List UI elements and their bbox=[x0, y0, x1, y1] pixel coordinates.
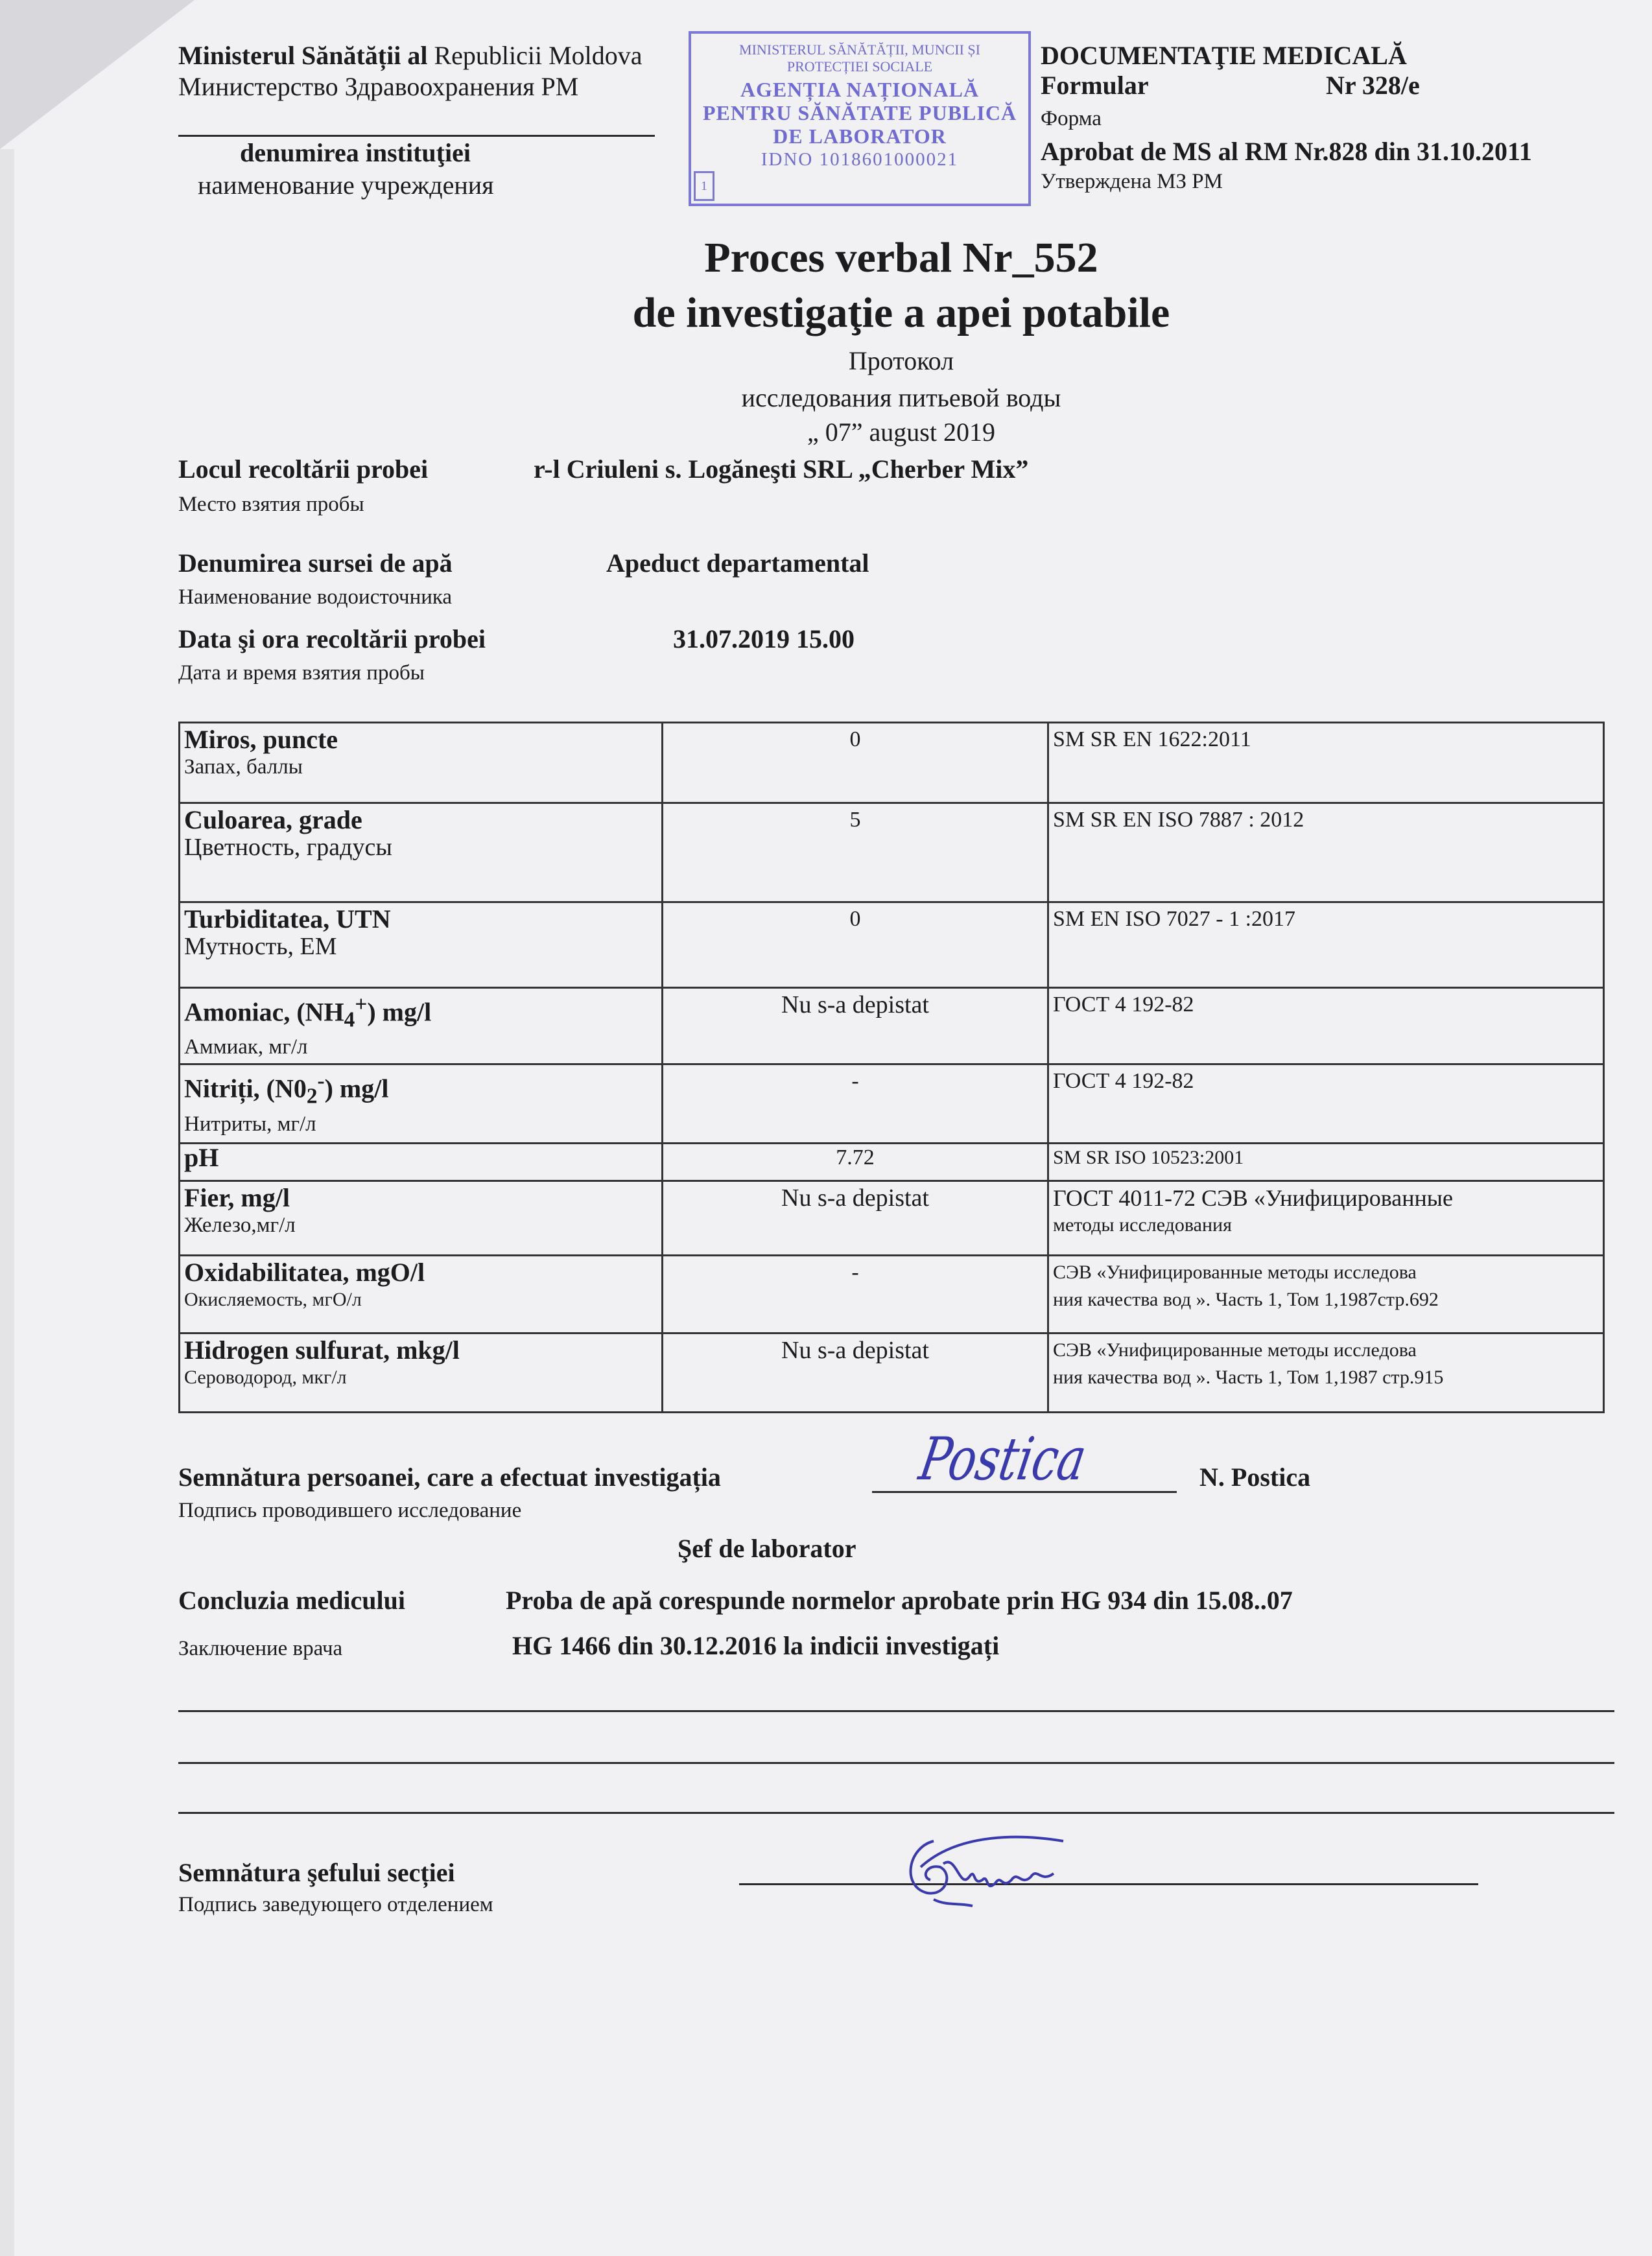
parameter-name: Oxidabilitatea, mgO/l bbox=[184, 1258, 425, 1287]
approved-ro: Aprobat de MS al RM Nr.828 din 31.10.2011 bbox=[1041, 137, 1532, 166]
field-value: Apeduct departamental bbox=[606, 548, 869, 578]
ministry-ro-bold: Ministerul Sănătății al bbox=[178, 41, 428, 70]
result-value: Nu s-a depistat bbox=[781, 1337, 929, 1365]
stamp-line: IDNO 1018601000021 bbox=[761, 149, 959, 170]
field-value: 31.07.2019 15.00 bbox=[673, 624, 855, 653]
stamp-line: PENTRU SĂNĂTATE PUBLICĂ bbox=[702, 101, 1017, 124]
title-ru-1: Протокол bbox=[848, 346, 954, 375]
parameter-name-part: ) mg/l bbox=[324, 1074, 389, 1103]
table-row bbox=[180, 1181, 1604, 1256]
method-cont: методы исследования bbox=[1053, 1214, 1232, 1236]
results-table bbox=[178, 722, 1605, 1413]
ministry-ro bbox=[178, 40, 643, 71]
method: SM EN ISO 7027 - 1 :2017 bbox=[1053, 907, 1296, 931]
parameter-name: Miros, puncte bbox=[184, 725, 338, 754]
section-head-label: Semnătura şefului secției bbox=[178, 1858, 455, 1887]
section-head-signature bbox=[895, 1828, 1083, 1925]
blank-line bbox=[178, 1812, 1614, 1814]
parameter-name-ru: Цветность, градусы bbox=[184, 834, 392, 861]
investigator-name: N. Postica bbox=[1199, 1463, 1311, 1492]
protocol-date: „ 07” august 2019 bbox=[807, 417, 995, 447]
superscript: + bbox=[355, 993, 368, 1016]
parameter-name-part: Amoniac, (NH bbox=[184, 997, 344, 1027]
result-value: 0 bbox=[849, 907, 861, 931]
institution-ro: denumirea instituţiei bbox=[240, 138, 471, 167]
field-label-ru: Дата и время взятия пробы bbox=[178, 661, 425, 685]
blank-line bbox=[178, 1710, 1614, 1712]
conclusion-label-ru: Заключение врача bbox=[178, 1637, 343, 1660]
conclusion-text-1: Proba de apă corespunde normelor aprobate prin HG 934 din 15.08..07 bbox=[506, 1586, 1293, 1615]
field-label-ru: Наименование водоисточника bbox=[178, 585, 453, 609]
title-ru-2: исследования питьевой воды bbox=[741, 383, 1061, 412]
subscript: 2 bbox=[306, 1084, 318, 1109]
formular-number: Nr 328/e bbox=[1326, 71, 1420, 100]
parameter-name bbox=[184, 1068, 657, 1110]
method: СЭВ «Унифицированные методы исследова bbox=[1053, 1262, 1417, 1284]
formular-label: Formular bbox=[1041, 71, 1149, 100]
table-row bbox=[180, 988, 1604, 1064]
ministry-ro-rest: Republicii Moldova bbox=[434, 41, 643, 70]
table-row bbox=[180, 1144, 1604, 1181]
field-label: Data şi ora recoltării probei bbox=[178, 624, 486, 653]
result-value: 5 bbox=[849, 808, 861, 832]
method-cont: ния качества вод ». Часть 1, Том 1,1987стр.692 bbox=[1053, 1289, 1439, 1311]
parameter-name-ru: Запах, баллы bbox=[184, 755, 303, 779]
method: SM SR ISO 10523:2001 bbox=[1053, 1147, 1244, 1169]
table-row bbox=[180, 902, 1604, 988]
superscript: - bbox=[317, 1069, 325, 1094]
institution-stamp bbox=[689, 31, 1031, 206]
parameter-name-ru: Аммиак, мг/л bbox=[184, 1035, 308, 1059]
table-row bbox=[180, 803, 1604, 902]
conclusion-label: Concluzia medicului bbox=[178, 1586, 406, 1615]
result-value: Nu s-a depistat bbox=[781, 991, 929, 1018]
stamp-line: DE LABORATOR bbox=[773, 124, 947, 148]
result-value: - bbox=[851, 1069, 859, 1094]
lab-head: Şef de laborator bbox=[678, 1534, 856, 1563]
parameter-name: Hidrogen sulfurat, mkg/l bbox=[184, 1335, 460, 1365]
parameter-name-part: ) mg/l bbox=[367, 997, 432, 1027]
parameter-name-ru: Железо,мг/л bbox=[184, 1214, 296, 1238]
investigator-label-ru: Подпись проводившего исследование bbox=[178, 1499, 522, 1522]
institution-line bbox=[178, 135, 655, 137]
parameter-name-ru: Окисляемость, мгО/л bbox=[184, 1289, 362, 1311]
stamp-line: MINISTERUL SĂNĂTĂȚII, MUNCII ȘI PROTECȚIEI SOCIALE bbox=[739, 41, 980, 75]
field-label-ru: Место взятия пробы bbox=[178, 493, 364, 516]
section-head-signature-line bbox=[739, 1883, 1478, 1885]
conclusion-text-2: HG 1466 din 30.12.2016 la indicii investigați bbox=[512, 1631, 1000, 1660]
parameter-name: Turbiditatea, UTN bbox=[184, 904, 391, 934]
parameter-name-part: Nitriți, (N0 bbox=[184, 1074, 307, 1103]
stamp-number: 1 bbox=[694, 171, 714, 201]
forma-ru: Форма bbox=[1041, 107, 1102, 130]
folded-corner bbox=[0, 0, 195, 149]
page-edge bbox=[0, 149, 14, 2256]
result-value: 7.72 bbox=[836, 1146, 875, 1170]
ministry-ru: Министерство Здравоохранения РМ bbox=[178, 72, 579, 101]
approved-ru: Утверждена МЗ РМ bbox=[1041, 170, 1223, 193]
result-value: 0 bbox=[849, 727, 861, 751]
parameter-name-ru: Сероводород, мкг/л bbox=[184, 1367, 347, 1389]
institution-ru: наименование учреждения bbox=[198, 170, 494, 200]
parameter-name: pH bbox=[184, 1143, 219, 1173]
page-subtitle: de investigaţie a apei potabile bbox=[632, 289, 1170, 336]
page-title: Proces verbal Nr_552 bbox=[704, 234, 1098, 281]
field-value: r-l Criuleni s. Logăneşti SRL „Cherber Mix” bbox=[534, 454, 1029, 484]
method: SM SR EN 1622:2011 bbox=[1053, 727, 1251, 751]
method: SM SR EN ISO 7887 : 2012 bbox=[1053, 808, 1304, 832]
table-row bbox=[180, 1334, 1604, 1413]
table-row bbox=[180, 723, 1604, 803]
blank-line bbox=[178, 1762, 1614, 1764]
table-row bbox=[180, 1256, 1604, 1334]
parameter-name: Culoarea, grade bbox=[184, 805, 362, 834]
method-cont: ния качества вод ». Часть 1, Том 1,1987 стр.915 bbox=[1053, 1367, 1444, 1389]
method: ГОСТ 4 192-82 bbox=[1053, 993, 1194, 1016]
parameter-name-ru: Мутность, ЕМ bbox=[184, 933, 337, 960]
parameter-name bbox=[184, 991, 657, 1033]
field-label: Locul recoltării probei bbox=[178, 454, 429, 484]
subscript: 4 bbox=[344, 1007, 355, 1032]
doc-type: DOCUMENTAŢIE MEDICALĂ bbox=[1041, 41, 1407, 70]
table-row bbox=[180, 1064, 1604, 1144]
investigator-signature: Postica bbox=[914, 1424, 1092, 1494]
method: ГОСТ 4 192-82 bbox=[1053, 1069, 1194, 1094]
method: СЭВ «Унифицированные методы исследова bbox=[1053, 1339, 1417, 1361]
section-head-label-ru: Подпись заведующего отделением bbox=[178, 1893, 493, 1916]
parameter-name-ru: Нитриты, мг/л bbox=[184, 1112, 316, 1136]
stamp-line: AGENȚIA NAȚIONALĂ bbox=[740, 78, 980, 101]
result-value: - bbox=[851, 1260, 859, 1285]
result-value: Nu s-a depistat bbox=[781, 1184, 929, 1212]
investigator-label: Semnătura persoanei, care a efectuat investigația bbox=[178, 1463, 721, 1492]
parameter-name: Fier, mg/l bbox=[184, 1183, 290, 1213]
method: ГОСТ 4011-72 СЭВ «Унифицированные bbox=[1053, 1185, 1453, 1212]
field-label: Denumirea sursei de apă bbox=[178, 548, 453, 578]
